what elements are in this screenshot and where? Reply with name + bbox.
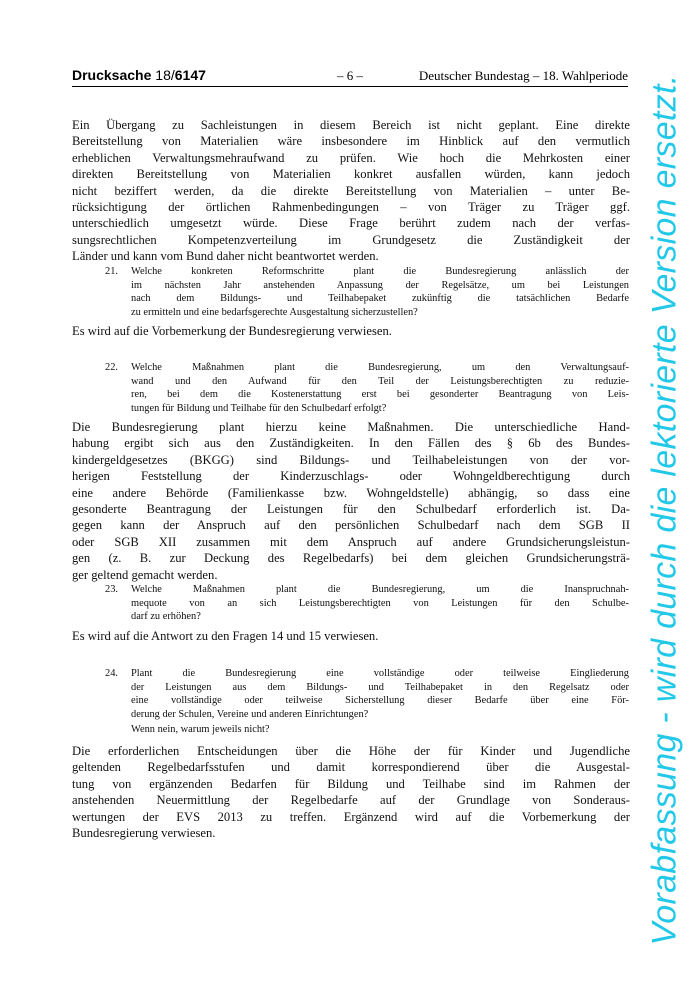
text-line: Bereitstellung von Materialien wäre insbesondere im Hinblick auf den vermutlich	[72, 134, 630, 149]
text-line: der Leistungen aus dem Bildungs- und Teilhabepaket in den Regelsatz oder	[131, 681, 629, 693]
question-text	[131, 667, 629, 721]
text-line: gen (z. B. zur Deckung des Regelbedarfs) bei dem gleichen Grundsicherungsträ-	[72, 551, 630, 566]
page-number: – 6 –	[337, 68, 363, 83]
text-line: ren, bei dem die Kostenerstattung erst bei gesonderter Beantragung von Leis-	[131, 389, 629, 400]
question-text	[131, 265, 629, 319]
text-line: Es wird auf die Antwort zu den Fragen 14 und 15 verwiesen.	[72, 629, 379, 643]
text-line: derung der Schulen, Vereine und anderen Einrichtungen?	[131, 708, 369, 720]
doc-number-value: 6147	[174, 67, 206, 83]
text-line: tungen für Bildung und Teilhabe für den Schulbedarf erfolgt?	[131, 402, 387, 414]
question-22	[105, 361, 629, 416]
text-line: ger geltend gemacht werden.	[72, 567, 218, 582]
question-number: 23.	[105, 584, 118, 595]
text-line: herigen Feststellung der Kinderzuschlags- oder Wohngeldberechtigung durch	[72, 469, 630, 484]
text-line: sungsrechtlichen Kompetenzverteilung im Grundgesetz die Zuständigkeit der	[72, 232, 630, 247]
text-line: Bundesregierung verwiesen.	[72, 825, 216, 840]
text-line: im nächsten Jahr anstehenden Anpassung der Regelsätze, um bei Leistungen	[131, 279, 629, 291]
text-line: geltenden Regelbedarfsstufen und damit korrespondierend über die Ausgestal-	[72, 760, 630, 775]
text-line: habung ergibt sich aus den Zuständigkeiten. In den Fällen des § 6b des Bundes-	[72, 436, 630, 451]
question-number: 24.	[105, 668, 118, 679]
watermark-text: Vorabfassung - wird durch die lektorierte Version ersetzt.	[645, 74, 684, 946]
text-line: Welche konkreten Reformschritte plant die Bundesregierung anlässlich der	[131, 266, 629, 277]
text-line: Welche Maßnahmen plant die Bundesregierung, um den Verwaltungsauf-	[131, 362, 629, 373]
question-21	[105, 265, 629, 320]
text-line: gesonderte Beantragung der Leistungen für den Schulbedarf erforderlich ist. Da-	[72, 501, 630, 516]
text-line: eine andere Behörde (Familienkasse bzw. Wohngeldstelle) abhängig, so dass eine	[72, 485, 630, 500]
text-line: Die Bundesregierung plant hierzu keine Maßnahmen. Die unterschiedliche Hand-	[72, 420, 630, 434]
question-23	[105, 583, 629, 625]
text-line: anstehenden Neuermittlung der Regelbedarfe auf der Grundlage von Sonderaus-	[72, 793, 630, 808]
text-line: wertungen der EVS 2013 zu treffen. Ergänzend wird auf die Vorbemerkung der	[72, 809, 630, 824]
text-line: Länder und kann vom Bund daher nicht beantwortet werden.	[72, 249, 379, 264]
text-line: nicht beziffert werden, da die direkte Bereitstellung von Materialien – unter Be-	[72, 183, 630, 198]
text-line: eine vollständige oder teilweise Sicherstellung dieser Bedarfe über eine För-	[131, 695, 629, 706]
text-line: gegen kann der Anspruch auf den persönlichen Schulbedarf nach dem SGB II	[72, 518, 630, 533]
text-line: Die erforderlichen Entscheidungen über die Höhe der für Kinder und Jugendliche	[72, 744, 630, 758]
text-line: nach dem Bildungs- und Teilhabepaket zukünftig die tatsächlichen Bedarfe	[131, 293, 629, 304]
question-24	[105, 667, 629, 722]
question-number: 22.	[105, 362, 118, 373]
text-line: rücksichtigung der örtlichen Rahmenbedingungen – von Träger zu Träger ggf.	[72, 199, 630, 214]
text-line: darf zu erhöhen?	[131, 611, 201, 622]
answer-paragraph-24	[72, 743, 630, 841]
text-line: Plant die Bundesregierung eine vollständige oder teilweise Eingliederung	[131, 668, 629, 679]
text-line: Ein Übergang zu Sachleistungen in diesem Bereich ist nicht geplant. Eine direkte	[72, 118, 630, 132]
text-line: unterschiedlich umgesetzt würde. Diese Frage berührt zudem nach der verfas-	[72, 216, 630, 231]
doc-number-prefix: 18/	[155, 67, 175, 83]
text-line: Es wird auf die Vorbemerkung der Bundesregierung verwiesen.	[72, 324, 392, 338]
doc-label: Drucksache	[72, 67, 152, 83]
answer-paragraph-23	[72, 628, 630, 644]
text-line: zu ermitteln und eine bedarfsgerechte Ausgestaltung sicherzustellen?	[131, 306, 418, 318]
answer-paragraph-20	[72, 117, 630, 265]
question-number: 21.	[105, 266, 118, 277]
text-line: erheblichen Verwaltungsmehraufwand zu prüfen. Wie hoch die Mehrkosten einer	[72, 150, 630, 165]
text-line: Welche Maßnahmen plant die Bundesregierung, um die Inanspruchnah-	[131, 584, 629, 595]
question-24-follow-up: Wenn nein, warum jeweils nicht?	[131, 724, 270, 735]
text-line: mequote von an sich Leistungsberechtigten von Leistungen für den Schulbe-	[131, 597, 629, 609]
text-line: kindergeldgesetzes (BKGG) sind Bildungs- und Teilhabeleistungen von der vor-	[72, 452, 630, 467]
text-line: oder SGB XII zusammen mit dem Anspruch auf andere Grundsicherungsleistun-	[72, 534, 630, 549]
text-line: direkten Bereitstellung von Materialien konkret ausfallen würden, kann jedoch	[72, 167, 630, 182]
question-text	[131, 361, 629, 415]
text-line: tung von ergänzenden Bedarfen für Bildung und Teilhabe sind im Rahmen der	[72, 776, 630, 791]
publisher-label: Deutscher Bundestag – 18. Wahlperiode	[418, 68, 628, 83]
answer-paragraph-22	[72, 419, 630, 583]
text-line: wand und den Aufwand für den Teil der Leistungsberechtigten zu reduzie-	[131, 375, 629, 387]
question-text	[131, 583, 629, 624]
page-header	[72, 66, 628, 87]
preliminary-version-watermark	[635, 74, 695, 946]
answer-paragraph-21	[72, 323, 630, 339]
